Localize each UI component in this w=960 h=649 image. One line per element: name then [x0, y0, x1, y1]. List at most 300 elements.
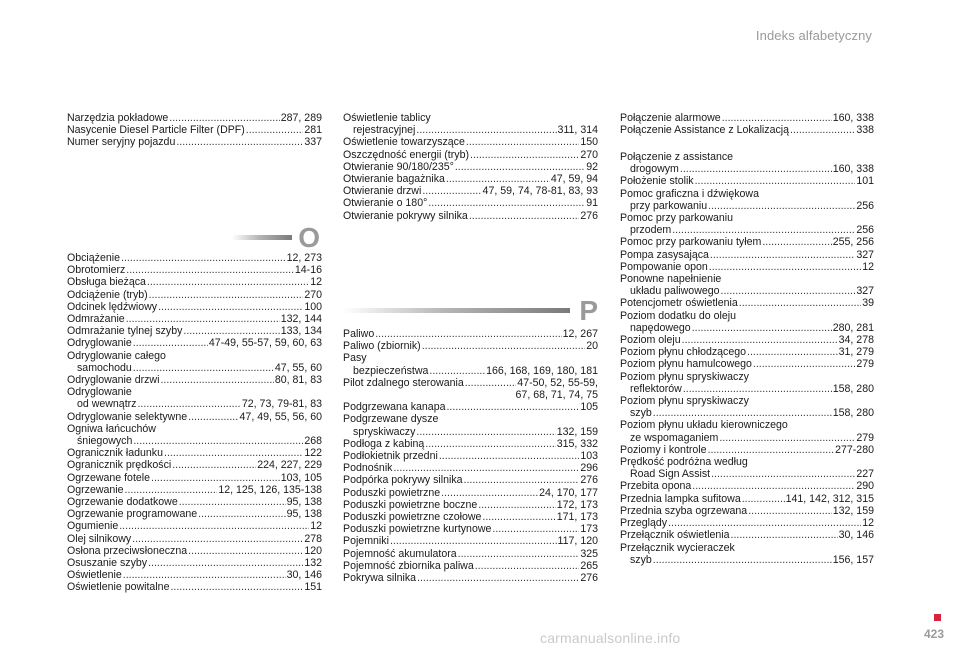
index-entry [620, 456, 874, 480]
index-entry-pages: 30, 146 [838, 529, 874, 542]
dot-leader [475, 560, 580, 572]
index-entry [620, 493, 874, 505]
dot-leader [470, 149, 579, 161]
index-entry-term: Road Sign Assist [630, 468, 711, 481]
index-entry-pages: 311, 314 [557, 124, 598, 137]
index-entry [620, 273, 874, 297]
index-entry-term: Otwieranie 90/180/235° [343, 160, 454, 173]
index-entry-term: śniegowych [77, 435, 133, 448]
dot-leader [695, 175, 856, 187]
index-entry-pages: 103, 105 [280, 471, 322, 484]
index-entry-term: Oświetlenie powitalne [67, 581, 170, 594]
index-entry [620, 480, 874, 492]
index-entry [620, 419, 874, 443]
dot-leader [188, 411, 238, 423]
index-entry-heading: Ogniwa łańcuchów [67, 422, 156, 435]
index-entry-pages: 327 [856, 248, 874, 261]
index-entry-pages: 158, 280 [832, 407, 874, 420]
index-entry-pages: 337 [304, 136, 322, 149]
dot-leader [478, 499, 555, 511]
index-entry-pages: 160, 338 [832, 163, 874, 176]
index-entry-pages: 160, 338 [832, 112, 874, 124]
dot-leader [446, 173, 550, 185]
page-number: 423 [923, 627, 944, 641]
index-entry-heading: Połączenie z assistance [620, 151, 734, 163]
index-column-1-o [67, 252, 322, 594]
index-entry-term: Pomoc przy parkowaniu tyłem [620, 236, 762, 249]
index-entry-term: przodem [630, 224, 672, 237]
index-entry-pages: 80, 81, 83 [274, 374, 322, 387]
index-entry-term: Podgrzewana kanapa [343, 401, 446, 414]
index-entry-pages: 132, 159 [832, 504, 874, 517]
index-entry-term: Oświetlenie [67, 569, 122, 582]
dot-leader [682, 334, 838, 346]
dot-leader [170, 581, 303, 593]
index-entry-pages: 158, 280 [832, 382, 874, 395]
index-entry [343, 401, 598, 413]
letter-divider-o [232, 222, 320, 253]
index-entry-pages: 12, 273 [286, 252, 322, 264]
index-column-2-p [343, 328, 598, 584]
index-column-1-top [67, 112, 322, 149]
index-entry-term: Odryglowanie drzwi [67, 374, 160, 387]
index-entry [67, 533, 322, 545]
index-entry-term: przy parkowaniu [630, 199, 708, 212]
page-marker [934, 614, 941, 621]
index-entry [343, 210, 598, 222]
index-entry-pages: 279 [856, 358, 874, 371]
dot-leader [133, 362, 274, 374]
index-entry [620, 346, 874, 358]
index-entry-pages: 156, 157 [832, 553, 874, 566]
index-entry [620, 517, 874, 529]
index-entry-term: Obrotomierz [67, 264, 126, 277]
index-entry-pages: 47-50, 52, 55-59, [517, 376, 598, 389]
letter-divider-p [343, 295, 598, 326]
dot-leader [742, 493, 785, 505]
dot-leader [164, 447, 303, 459]
index-entry-pages: 30, 146 [286, 569, 322, 582]
index-entry-heading: Podgrzewane dysze [343, 413, 439, 426]
index-entry-heading: Poziom płynu spryskiwaczy [620, 395, 749, 408]
dot-leader [668, 517, 861, 529]
index-entry-term: Ogranicznik ładunku [67, 447, 163, 460]
index-entry-term: od wewnątrz [77, 398, 137, 411]
index-entry [67, 124, 322, 136]
index-entry [343, 328, 598, 340]
index-entry-pages: 290 [856, 480, 874, 493]
index-entry-term: Poziomy i kontrole [620, 443, 707, 456]
index-entry-pages: 270 [304, 288, 322, 301]
index-entry [620, 151, 874, 175]
index-entry [620, 249, 874, 261]
index-column-3-main [620, 151, 874, 566]
index-entry-term: Przednia szyba ogrzewana [620, 504, 748, 517]
index-entry-pages: 338 [856, 124, 874, 137]
dot-leader [121, 252, 286, 264]
dot-leader [492, 523, 579, 535]
index-entry-term: Pojemniki [343, 535, 389, 548]
index-entry [620, 297, 874, 309]
index-entry [67, 325, 322, 337]
index-entry-pages: 31, 279 [838, 346, 874, 359]
index-entry-pages: 12, 267 [562, 328, 598, 340]
index-entry-term: Poziom oleju [620, 334, 681, 347]
dot-leader [711, 468, 855, 480]
index-entry [343, 438, 598, 450]
index-entry-heading: Pomoc przy parkowaniu [620, 212, 734, 225]
index-entry [620, 310, 874, 334]
index-entry [67, 386, 322, 410]
index-entry-term: Ogrzewanie [67, 483, 124, 496]
dot-leader [446, 401, 579, 413]
index-entry-pages: 12 [310, 520, 322, 533]
index-entry-term: Pojemność zbiornika paliwa [343, 559, 474, 572]
index-entry [343, 474, 598, 486]
index-entry [620, 395, 874, 419]
index-entry-pages: 47-49, 55-57, 59, 60, 63 [208, 337, 322, 350]
index-entry-pages: 296 [580, 462, 598, 475]
index-entry [67, 557, 322, 569]
index-entry-term: Otwieranie bagażnika [343, 173, 445, 186]
dot-leader [683, 383, 832, 395]
index-entry [67, 545, 322, 557]
index-entry-term: Pompa zasysająca [620, 248, 709, 261]
index-entry [620, 358, 874, 370]
dot-leader [416, 426, 555, 438]
index-entry-pages: 39 [862, 297, 874, 310]
index-entry [343, 462, 598, 474]
dot-leader [739, 297, 861, 309]
index-entry-pages: 72, 73, 79-81, 83 [241, 398, 322, 411]
dot-leader [417, 572, 579, 584]
dot-leader [465, 377, 517, 389]
index-entry-term: Odmrażanie [67, 313, 125, 326]
section-letter-o: O [298, 222, 320, 253]
index-entry-term: Poduszki powietrzne [343, 486, 441, 499]
index-entry-pages: 122 [304, 447, 322, 460]
index-entry [67, 411, 322, 423]
index-entry [343, 413, 598, 437]
index-entry [343, 112, 598, 136]
index-entry-term: bezpieczeństwa [353, 364, 429, 377]
index-entry-pages: 166, 168, 169, 180, 181 [486, 364, 598, 377]
index-entry-term: Przeglądy [620, 517, 668, 530]
index-entry [620, 212, 874, 236]
dot-leader [439, 450, 580, 462]
dot-leader [748, 505, 832, 517]
index-entry [343, 377, 598, 401]
index-entry-heading: Prędkość podróżna według [620, 456, 748, 469]
index-entry-heading: Odryglowanie [67, 386, 132, 399]
dot-leader [672, 224, 855, 236]
index-entry [67, 581, 322, 593]
divider-bar [343, 308, 570, 313]
index-entry-term: Poziom płynu hamulcowego [620, 358, 752, 371]
dot-leader [708, 200, 855, 212]
index-entry-term: Olej silnikowy [67, 532, 132, 545]
index-entry-term: Ogrzewanie programowane [67, 508, 198, 521]
index-entry-pages: 276 [580, 572, 598, 585]
index-entry [620, 529, 874, 541]
index-entry-pages: 132, 159 [556, 425, 598, 438]
index-entry-pages: 100 [304, 300, 322, 313]
index-entry [343, 197, 598, 209]
dot-leader [375, 328, 561, 340]
index-entry-term: Przełącznik oświetlenia [620, 529, 730, 542]
index-entry-term: Paliwo [343, 328, 375, 340]
dot-leader [653, 407, 832, 419]
index-entry-pages: 327 [856, 285, 874, 298]
index-entry [620, 236, 874, 248]
dot-leader [133, 337, 208, 349]
dot-leader [708, 444, 835, 456]
section-letter-p: P [579, 295, 598, 326]
dot-leader [160, 374, 273, 386]
index-entry-pages: 20 [586, 340, 598, 353]
dot-leader [464, 474, 580, 486]
index-entry-pages: 91 [586, 197, 598, 210]
dot-leader [719, 432, 855, 444]
index-entry-term: Numer seryjny pojazdu [67, 136, 176, 149]
index-entry-pages: 47, 55, 60 [274, 361, 322, 374]
dot-leader [466, 136, 579, 148]
index-entry-pages: 281 [304, 124, 322, 137]
index-entry [67, 484, 322, 496]
index-entry-term: Odciążenie (tryb) [67, 288, 148, 301]
index-entry-pages: 268 [304, 435, 322, 448]
dot-leader [653, 554, 832, 566]
index-entry [620, 334, 874, 346]
index-entry-pages: 47, 49, 55, 56, 60 [239, 410, 322, 423]
index-entry-pages: 120 [304, 544, 322, 557]
dot-leader [198, 508, 286, 520]
index-entry-term: Pojemność akumulatora [343, 547, 457, 560]
index-entry-term: Oświetlenie towarzyszące [343, 136, 465, 149]
index-entry-term: szyb [630, 553, 652, 566]
index-entry [67, 508, 322, 520]
watermark: carmanualsonline.info [540, 630, 681, 646]
index-entry-term: Podłokietnik przedni [343, 450, 438, 463]
index-entry [67, 472, 322, 484]
index-entry-heading: Pasy [343, 352, 367, 365]
index-entry [67, 264, 322, 276]
dot-leader [158, 301, 303, 313]
index-entry-pages: 255, 256 [832, 236, 874, 249]
divider-bar [232, 235, 292, 240]
index-entry-term: szyb [630, 407, 652, 420]
index-entry [343, 548, 598, 560]
index-entry-pages: 279 [856, 431, 874, 444]
index-entry-pages: 12, 125, 126, 135-138 [218, 483, 322, 496]
index-entry-pages: 24, 170, 177 [539, 486, 598, 499]
index-entry [620, 112, 874, 124]
index-entry-pages: 256 [856, 199, 874, 212]
dot-leader [762, 236, 831, 248]
index-entry-pages: 265 [580, 559, 598, 572]
index-entry-heading: Oświetlenie tablicy [343, 112, 431, 124]
index-entry-term: Poduszki powietrzne kurtynowe [343, 523, 492, 536]
dot-leader [126, 313, 280, 325]
dot-leader [455, 161, 585, 173]
index-entry-term: spryskiwaczy [353, 425, 416, 438]
index-entry-pages: 278 [304, 532, 322, 545]
index-column-2-top [343, 112, 598, 222]
index-entry-heading: Poziom płynu układu kierowniczego [620, 419, 788, 432]
index-entry-pages: 280, 281 [832, 321, 874, 334]
index-entry-pages: 101 [856, 175, 874, 188]
index-entry [67, 112, 322, 124]
dot-leader [126, 264, 294, 276]
dot-leader [482, 511, 555, 523]
index-entry [67, 569, 322, 581]
index-entry-pages: 270 [580, 148, 598, 161]
index-entry-pages-continued: 67, 68, 71, 74, 75 [515, 389, 598, 402]
index-entry [343, 450, 598, 462]
dot-leader [469, 210, 579, 222]
dot-leader [176, 136, 303, 148]
dot-leader [393, 462, 579, 474]
index-entry-pages: 150 [580, 136, 598, 149]
index-entry-pages: 277-280 [835, 443, 874, 456]
index-entry [343, 173, 598, 185]
index-entry-pages: 12 [310, 276, 322, 289]
dot-leader [132, 533, 303, 545]
dot-leader [731, 529, 838, 541]
index-entry-pages: 105 [580, 401, 598, 414]
dot-leader [422, 340, 585, 352]
index-entry [343, 136, 598, 148]
index-entry-term: Podłoga z kabiną [343, 437, 425, 450]
index-entry-pages: 141, 142, 312, 315 [785, 492, 874, 505]
index-entry-pages: 12 [862, 260, 874, 273]
dot-leader [753, 358, 855, 370]
index-entry-term: Osłona przeciwsłoneczna [67, 544, 188, 557]
index-entry [620, 188, 874, 212]
index-entry [343, 511, 598, 523]
dot-leader [710, 249, 855, 261]
dot-leader [123, 569, 286, 581]
index-entry-heading: Przełącznik wycieraczek [620, 541, 735, 554]
index-entry-term: Odryglowanie [67, 337, 132, 350]
index-entry [620, 444, 874, 456]
index-entry-term: samochodu [77, 361, 132, 374]
index-entry-term: Połączenie Assistance z Lokalizacją [620, 124, 790, 137]
index-entry [343, 560, 598, 572]
index-entry-pages: 95, 138 [286, 508, 322, 521]
dot-leader [422, 185, 481, 197]
index-entry-term: Ogrzewanie dodatkowe [67, 496, 178, 509]
index-entry [67, 337, 322, 349]
index-entry-pages: 173 [580, 523, 598, 536]
index-entry [343, 499, 598, 511]
index-entry-term: Podnośnik [343, 462, 393, 475]
index-entry-pages: 287, 289 [280, 112, 322, 124]
index-entry [620, 542, 874, 566]
dot-leader [137, 398, 240, 410]
index-entry-term: Oszczędność energii (tryb) [343, 148, 469, 161]
index-entry-term: Odryglowanie selektywne [67, 410, 188, 423]
index-entry-pages: 34, 278 [838, 334, 874, 347]
index-entry-pages: 325 [580, 547, 598, 560]
index-entry [343, 340, 598, 352]
dot-leader [125, 484, 218, 496]
index-entry-term: Paliwo (zbiornik) [343, 340, 421, 353]
dot-leader [709, 261, 861, 273]
index-entry [67, 423, 322, 447]
index-entry-pages: 256 [856, 224, 874, 237]
index-entry [343, 487, 598, 499]
dot-leader [692, 480, 855, 492]
index-entry-term: rejestracyjnej [353, 124, 416, 137]
dot-leader [151, 472, 280, 484]
index-entry-term: Poduszki powietrzne boczne [343, 498, 478, 511]
dot-leader [390, 535, 557, 547]
index-entry [620, 124, 874, 136]
index-entry-term: Przebita opona [620, 480, 692, 493]
dot-leader [416, 124, 556, 136]
dot-leader [179, 496, 286, 508]
index-entry [67, 313, 322, 325]
index-entry [67, 447, 322, 459]
index-entry-term: Poduszki powietrzne czołowe [343, 511, 482, 524]
index-entry [620, 505, 874, 517]
index-entry-term: Pompowanie opon [620, 260, 708, 273]
index-entry-pages: 224, 227, 229 [257, 459, 322, 472]
index-entry-pages: 132, 144 [280, 313, 322, 326]
index-entry [67, 350, 322, 374]
dot-leader [458, 548, 580, 560]
index-entry-pages: 132 [304, 557, 322, 570]
dot-leader [680, 163, 832, 175]
index-entry [67, 459, 322, 471]
index-entry-term: Nasycenie Diesel Particle Filter (DPF) [67, 124, 245, 137]
dot-leader [790, 124, 855, 136]
index-entry-pages: 133, 134 [280, 325, 322, 338]
index-entry [67, 520, 322, 532]
dot-leader [428, 197, 585, 209]
index-entry [343, 149, 598, 161]
index-entry-term: Pilot zdalnego sterowania [343, 376, 464, 389]
dot-leader [119, 520, 309, 532]
index-entry-term: Odmrażanie tylnej szyby [67, 325, 183, 338]
dot-leader [148, 557, 303, 569]
index-entry-term: Obsługa bieżąca [67, 276, 146, 289]
index-entry-heading: Ponowne napełnienie [620, 273, 722, 286]
index-entry-pages: 276 [580, 474, 598, 487]
index-column-3-top [620, 112, 874, 136]
index-entry-term: ze wspomaganiem [630, 431, 719, 444]
dot-leader [747, 346, 838, 358]
index-entry-term: Pokrywa silnika [343, 572, 417, 585]
dot-leader [147, 276, 309, 288]
dot-leader [169, 112, 279, 124]
index-entry [343, 535, 598, 547]
index-entry-term: napędowego [630, 321, 691, 334]
index-entry-term: Przednia lampka sufitowa [620, 492, 741, 505]
index-entry [67, 252, 322, 264]
index-entry [343, 161, 598, 173]
section-title: Indeks alfabetyczny [755, 28, 872, 43]
index-entry-term: Otwieranie o 180° [343, 197, 428, 210]
index-entry [343, 185, 598, 197]
dot-leader [172, 459, 256, 471]
index-entry [343, 352, 598, 376]
index-entry-term: Połączenie alarmowe [620, 112, 721, 124]
index-entry-term: Osuszanie szyby [67, 557, 148, 570]
index-entry-term: Podpórka pokrywy silnika [343, 474, 463, 487]
index-entry [67, 289, 322, 301]
